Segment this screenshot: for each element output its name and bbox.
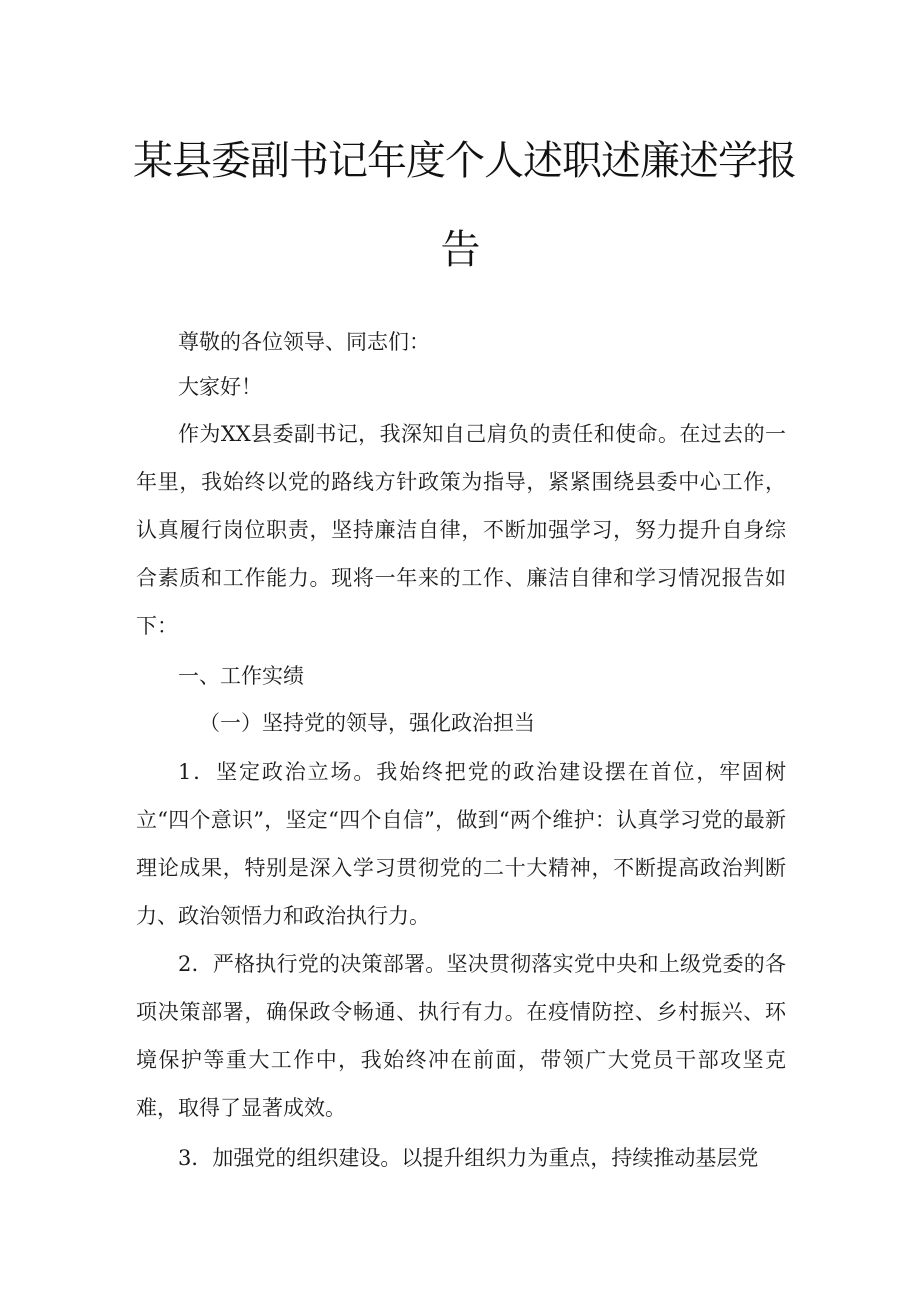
- list-item-2: 2．严格执行党的决策部署。坚决贯彻落实党中央和上级党委的各项决策部署，确保政令畅通、执行有力。在疫情防控、乡村振兴、环境保护等重大工作中，我始终冲在前面，带领广大党员干部攻坚克难，取得了显著成效。: [136, 952, 786, 1120]
- salutation: 尊敬的各位领导、同志们：: [178, 330, 430, 354]
- list-item-1: 1．坚定政治立场。我始终把党的政治建设摆在首位，牢固树立“四个意识”，坚定“四个自信”，做到“两个维护：认真学习党的最新理论成果，特别是深入学习贯彻党的二十大精神，不断提高政治判断力、政治领悟力和政治执行力。: [136, 760, 786, 928]
- greeting: 大家好！: [178, 375, 262, 399]
- document-title-line-2: 告: [440, 227, 480, 273]
- intro-paragraph: 作为XX县委副书记，我深知自己肩负的责任和使命。在过去的一年里，我始终以党的路线方针政策为指导，紧紧围绕县委中心工作，认真履行岗位职责，坚持廉洁自律，不断加强学习，努力提升自身综合素质和工作能力。现将一年来的工作、廉洁自律和学习情况报告如下：: [136, 422, 786, 638]
- section-heading: 一、工作实绩: [178, 664, 304, 688]
- subsection-heading: （一）坚持党的领导，强化政治担当: [199, 711, 535, 735]
- document-title-line-1: 某县委副书记年度个人述职述廉述学报: [133, 138, 796, 184]
- list-item-3: 3．加强党的组织建设。以提升组织力为重点，持续推动基层党: [178, 1146, 759, 1170]
